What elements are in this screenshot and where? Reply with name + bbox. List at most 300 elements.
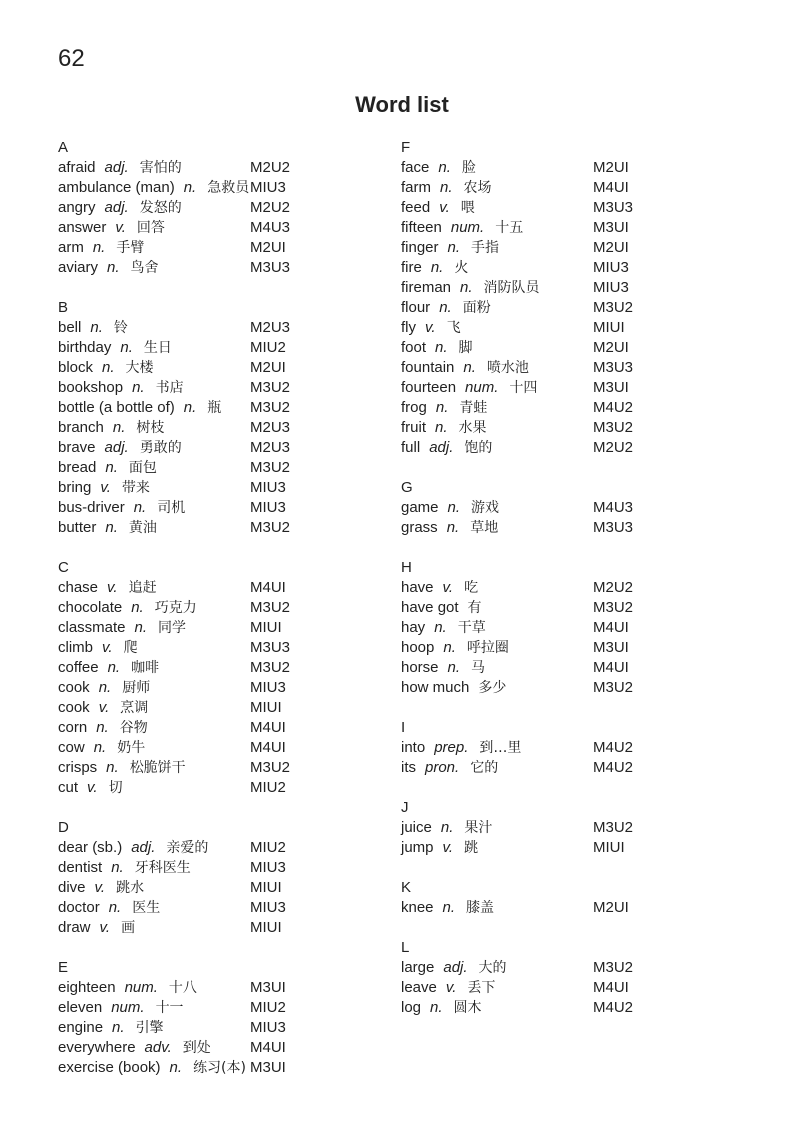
word-entry — [401, 618, 701, 638]
entry-part-of-speech: v. — [115, 219, 126, 236]
entry-meaning: 铃 — [113, 320, 128, 336]
letter-section — [401, 878, 701, 918]
entry-part-of-speech: n. — [430, 259, 444, 276]
entry-part-of-speech: prep. — [434, 739, 469, 756]
letter-section — [401, 938, 701, 1018]
entry-word: afraid — [58, 159, 96, 176]
entry-unit: M3U2 — [250, 599, 291, 616]
entry-word: aviary — [58, 259, 99, 276]
entry-word: exercise (book) — [58, 1059, 161, 1076]
entry-word: brave — [58, 439, 96, 456]
entry-unit: M3U2 — [250, 759, 291, 776]
entry-part-of-speech: v. — [425, 319, 436, 336]
entry-unit: MIUI — [250, 919, 282, 936]
entry-unit: M3U2 — [593, 819, 634, 836]
entry-meaning: 它的 — [470, 760, 499, 776]
word-entry — [401, 978, 701, 998]
entry-meaning: 消防队员 — [483, 280, 540, 296]
entry-word: fountain — [401, 359, 455, 376]
entry-word: feed — [401, 199, 431, 216]
entry-part-of-speech: n. — [112, 1019, 125, 1036]
word-entry — [58, 698, 358, 718]
entry-part-of-speech: num. — [450, 219, 485, 236]
entry-meaning: 喷水池 — [486, 360, 529, 376]
word-list-column-left — [58, 138, 358, 1098]
entry-word: fruit — [401, 419, 427, 436]
entry-unit: M2U3 — [250, 319, 291, 336]
word-entry — [58, 978, 358, 998]
word-entry — [401, 398, 701, 418]
entry-word: coffee — [58, 659, 99, 676]
entry-unit: M4U2 — [593, 759, 634, 776]
entry-meaning: 面粉 — [462, 300, 491, 316]
word-entry — [58, 418, 358, 438]
entry-unit: M4U3 — [593, 499, 634, 516]
entry-unit: M2U3 — [250, 439, 291, 456]
entry-part-of-speech: v. — [100, 479, 111, 496]
letter-section — [401, 798, 701, 858]
entry-meaning: 松脆饼干 — [129, 760, 186, 776]
word-entry — [401, 438, 701, 458]
entry-unit: MIU3 — [250, 899, 286, 916]
entry-meaning: 饱的 — [464, 440, 493, 456]
entry-word: doctor — [58, 899, 100, 916]
entry-meaning: 跳 — [464, 840, 479, 856]
entry-meaning: 多少 — [478, 680, 507, 696]
word-entry — [401, 218, 701, 238]
entry-part-of-speech: v. — [98, 699, 110, 716]
entry-meaning: 有 — [467, 600, 482, 616]
entry-unit: M3U2 — [250, 399, 291, 416]
entry-meaning: 巧克力 — [154, 600, 197, 616]
entry-part-of-speech: adj. — [443, 959, 468, 976]
entry-word: cow — [58, 739, 85, 756]
entry-unit: M3U2 — [593, 599, 634, 616]
entry-meaning: 呼拉圈 — [466, 640, 509, 656]
entry-meaning: 十五 — [495, 220, 524, 236]
word-entry — [401, 818, 701, 838]
page-title: Word list — [355, 92, 449, 117]
entry-meaning: 手臂 — [116, 240, 145, 256]
section-letter: L — [401, 939, 410, 956]
entry-unit: MIU2 — [250, 339, 286, 356]
entry-meaning: 谷物 — [119, 720, 148, 736]
word-entry — [58, 618, 358, 638]
word-entry — [58, 738, 358, 758]
page-number: 62 — [58, 45, 85, 72]
entry-unit: M3U2 — [250, 519, 291, 536]
letter-section — [401, 138, 701, 458]
entry-meaning: 十八 — [168, 980, 197, 996]
entry-meaning: 亲爱的 — [166, 840, 209, 856]
entry-word: chocolate — [58, 599, 123, 616]
entry-meaning: 手指 — [471, 240, 500, 256]
word-entry — [58, 1038, 358, 1058]
entry-unit: M3U2 — [250, 379, 291, 396]
word-entry — [58, 838, 358, 858]
entry-unit: MIU3 — [250, 1019, 286, 1036]
letter-section — [58, 818, 358, 938]
word-entry — [401, 758, 701, 778]
entry-meaning: 牙科医生 — [134, 860, 191, 876]
entry-part-of-speech: n. — [435, 419, 448, 436]
word-entry — [58, 778, 358, 798]
entry-word: arm — [58, 239, 84, 256]
entry-meaning: 勇敢的 — [139, 440, 182, 456]
entry-word: crisps — [58, 759, 98, 776]
entry-part-of-speech: n. — [107, 259, 120, 276]
entry-meaning: 生日 — [143, 340, 172, 356]
entry-word: ambulance (man) — [58, 179, 175, 196]
entry-unit: M2UI — [593, 339, 629, 356]
entry-unit: M4U3 — [250, 219, 291, 236]
entry-word: log — [401, 999, 422, 1016]
entry-word: eleven — [58, 999, 103, 1016]
entry-part-of-speech: n. — [434, 619, 447, 636]
entry-unit: M2U3 — [250, 419, 291, 436]
entry-meaning: 跳水 — [116, 880, 145, 896]
entry-unit: MIU3 — [250, 859, 286, 876]
entry-word: bread — [58, 459, 97, 476]
entry-meaning: 火 — [454, 260, 469, 276]
entry-part-of-speech: v. — [107, 579, 118, 596]
word-list-column-right — [401, 138, 701, 1038]
word-entry — [401, 418, 701, 438]
word-entry — [401, 598, 701, 618]
entry-meaning: 草地 — [470, 520, 499, 536]
word-entry — [58, 338, 358, 358]
entry-part-of-speech: n. — [430, 999, 443, 1016]
entry-unit: MIUI — [250, 619, 282, 636]
section-letter: C — [58, 559, 69, 576]
letter-section — [58, 298, 358, 538]
entry-unit: M3U3 — [593, 519, 634, 536]
word-entry — [58, 678, 358, 698]
entry-meaning: 急救员 — [207, 180, 250, 196]
entry-unit: MIU3 — [250, 179, 286, 196]
section-letter: G — [401, 479, 413, 496]
entry-unit: MIU2 — [250, 779, 286, 796]
entry-meaning: 医生 — [132, 900, 161, 916]
entry-word: flour — [401, 299, 431, 316]
entry-unit: M4UI — [593, 619, 629, 636]
entry-part-of-speech: n. — [96, 719, 109, 736]
entry-meaning: 十四 — [509, 380, 538, 396]
entry-unit: MIU3 — [250, 679, 286, 696]
section-letter: H — [401, 559, 412, 576]
word-entry — [58, 458, 358, 478]
entry-word: horse — [401, 659, 439, 676]
entry-meaning: 膝盖 — [466, 900, 495, 916]
entry-unit: M2U2 — [250, 159, 291, 176]
entry-meaning: 果汁 — [464, 820, 493, 836]
word-entry — [58, 478, 358, 498]
word-entry — [401, 198, 701, 218]
entry-meaning: 喂 — [460, 200, 475, 216]
entry-word: cook — [58, 679, 90, 696]
entry-part-of-speech: n. — [447, 239, 461, 256]
entry-word: fly — [401, 319, 416, 336]
entry-part-of-speech: n. — [120, 339, 133, 356]
entry-part-of-speech: n. — [98, 679, 112, 696]
entry-word: have — [401, 579, 434, 596]
entry-word: draw — [58, 919, 91, 936]
entry-word: bottle (a bottle of) — [58, 399, 175, 416]
entry-word: hoop — [401, 639, 435, 656]
word-entry — [58, 318, 358, 338]
entry-part-of-speech: num. — [465, 379, 499, 396]
entry-meaning: 发怒的 — [139, 200, 182, 216]
entry-unit: MIUI — [593, 319, 625, 336]
word-entry — [58, 518, 358, 538]
section-letter: A — [58, 139, 69, 156]
entry-meaning: 飞 — [446, 320, 461, 336]
entry-unit: MIU3 — [250, 499, 286, 516]
entry-part-of-speech: v. — [87, 779, 98, 796]
entry-unit: M2U2 — [593, 579, 634, 596]
word-entry — [58, 758, 358, 778]
entry-part-of-speech: n. — [169, 1059, 183, 1076]
entry-meaning: 害怕的 — [139, 160, 182, 176]
entry-unit: M3U2 — [593, 959, 634, 976]
word-entry — [58, 358, 358, 378]
entry-word: finger — [401, 239, 439, 256]
entry-word: cook — [58, 699, 90, 716]
entry-part-of-speech: v. — [442, 579, 454, 596]
entry-part-of-speech: n. — [183, 399, 197, 416]
entry-part-of-speech: n. — [131, 599, 144, 616]
entry-meaning: 农场 — [463, 180, 492, 196]
entry-meaning: 带来 — [121, 480, 150, 496]
entry-part-of-speech: n. — [442, 899, 456, 916]
entry-part-of-speech: n. — [447, 499, 461, 516]
entry-word: game — [401, 499, 439, 516]
entry-word: face — [401, 159, 430, 176]
entry-part-of-speech: n. — [440, 819, 454, 836]
entry-word: answer — [58, 219, 107, 236]
entry-part-of-speech: n. — [446, 519, 460, 536]
entry-unit: MIU3 — [593, 259, 629, 276]
entry-part-of-speech: n. — [134, 619, 148, 636]
section-letter: E — [58, 959, 69, 976]
entry-meaning: 同学 — [158, 620, 187, 636]
entry-part-of-speech: n. — [112, 419, 126, 436]
section-letter: F — [401, 139, 411, 156]
entry-meaning: 咖啡 — [131, 660, 160, 676]
letter-section — [401, 718, 701, 778]
entry-meaning: 到处 — [182, 1040, 211, 1056]
entry-meaning: 面包 — [128, 460, 157, 476]
word-entry — [401, 638, 701, 658]
entry-meaning: 丢下 — [467, 980, 496, 996]
entry-unit: M2UI — [250, 239, 286, 256]
entry-unit: M3UI — [593, 219, 629, 236]
word-entry — [401, 658, 701, 678]
word-entry — [58, 498, 358, 518]
entry-word: hay — [401, 619, 426, 636]
entry-word: engine — [58, 1019, 104, 1036]
entry-meaning: 引擎 — [135, 1020, 164, 1036]
entry-meaning: 鸟舍 — [130, 260, 159, 276]
entry-part-of-speech: v. — [442, 839, 454, 856]
entry-word: have got — [401, 599, 459, 616]
entry-part-of-speech: n. — [102, 359, 115, 376]
entry-part-of-speech: n. — [90, 319, 103, 336]
entry-unit: M3U2 — [250, 459, 291, 476]
letter-section — [401, 478, 701, 538]
word-entry — [401, 158, 701, 178]
entry-unit: M4UI — [250, 719, 286, 736]
entry-meaning: 奶牛 — [117, 740, 146, 756]
word-entry — [401, 958, 701, 978]
word-entry — [401, 998, 701, 1018]
entry-part-of-speech: adj. — [104, 199, 129, 216]
entry-part-of-speech: v. — [102, 639, 113, 656]
word-entry — [401, 378, 701, 398]
entry-word: climb — [58, 639, 94, 656]
entry-word: grass — [401, 519, 438, 536]
entry-part-of-speech: n. — [440, 179, 453, 196]
word-entry — [58, 198, 358, 218]
entry-word: fourteen — [401, 379, 457, 396]
section-letter: K — [401, 879, 412, 896]
entry-part-of-speech: n. — [463, 359, 476, 376]
word-entry — [401, 518, 701, 538]
entry-word: dentist — [58, 859, 103, 876]
entry-unit: M3U3 — [250, 639, 291, 656]
word-entry — [58, 238, 358, 258]
entry-word: dive — [58, 879, 86, 896]
letter-section — [58, 958, 358, 1078]
entry-word: bell — [58, 319, 82, 336]
entry-word: bring — [58, 479, 92, 496]
entry-meaning: 水果 — [458, 420, 487, 436]
word-entry — [58, 378, 358, 398]
entry-part-of-speech: n. — [435, 399, 449, 416]
word-entry — [58, 658, 358, 678]
entry-meaning: 游戏 — [471, 500, 500, 516]
word-entry — [58, 1058, 358, 1078]
entry-unit: MIUI — [250, 879, 282, 896]
entry-part-of-speech: n. — [92, 239, 106, 256]
entry-unit: MIU3 — [593, 279, 629, 296]
entry-meaning: 干草 — [457, 620, 486, 636]
entry-word: everywhere — [58, 1039, 136, 1056]
entry-meaning: 瓶 — [207, 400, 222, 416]
entry-part-of-speech: adj. — [104, 159, 129, 176]
entry-part-of-speech: v. — [94, 879, 106, 896]
word-entry — [401, 358, 701, 378]
entry-part-of-speech: adv. — [144, 1039, 172, 1056]
entry-unit: MIU2 — [250, 999, 286, 1016]
entry-part-of-speech: n. — [435, 339, 448, 356]
word-entry — [58, 718, 358, 738]
entry-meaning: 书店 — [155, 380, 184, 396]
word-entry — [401, 238, 701, 258]
entry-word: chase — [58, 579, 99, 596]
entry-word: jump — [401, 839, 434, 856]
entry-meaning: 烹调 — [120, 700, 149, 716]
entry-part-of-speech: n. — [183, 179, 197, 196]
word-entry — [401, 278, 701, 298]
entry-word: cut — [58, 779, 79, 796]
entry-meaning: 圆木 — [453, 1000, 482, 1016]
word-entry — [401, 318, 701, 338]
entry-unit: MIU2 — [250, 839, 286, 856]
word-entry — [401, 738, 701, 758]
entry-meaning: 树枝 — [136, 420, 165, 436]
entry-word: eighteen — [58, 979, 116, 996]
entry-word: fireman — [401, 279, 452, 296]
word-entry — [58, 158, 358, 178]
entry-part-of-speech: v. — [439, 199, 450, 216]
entry-meaning: 大楼 — [125, 360, 154, 376]
entry-part-of-speech: n. — [106, 759, 119, 776]
entry-part-of-speech: adj. — [104, 439, 129, 456]
word-entry — [58, 858, 358, 878]
word-entry — [58, 218, 358, 238]
entry-meaning: 黄油 — [128, 520, 157, 536]
entry-unit: M4U2 — [593, 739, 634, 756]
section-letter: D — [58, 819, 69, 836]
entry-meaning: 司机 — [157, 500, 186, 516]
entry-word: farm — [401, 179, 431, 196]
entry-unit: M3UI — [250, 1059, 286, 1076]
entry-word: fire — [401, 259, 422, 276]
entry-meaning: 大的 — [478, 960, 507, 976]
entry-unit: M2UI — [593, 899, 629, 916]
word-entry — [58, 918, 358, 938]
entry-word: birthday — [58, 339, 112, 356]
entry-meaning: 吃 — [464, 580, 479, 596]
entry-part-of-speech: adj. — [429, 439, 454, 456]
word-entry — [401, 498, 701, 518]
entry-word: butter — [58, 519, 97, 536]
word-entry — [58, 598, 358, 618]
word-entry — [58, 398, 358, 418]
word-entry — [58, 578, 358, 598]
entry-meaning: 回答 — [136, 220, 165, 236]
entry-word: frog — [401, 399, 427, 416]
entry-word: leave — [401, 979, 437, 996]
entry-unit: M2U2 — [593, 439, 634, 456]
word-entry — [401, 258, 701, 278]
entry-word: fifteen — [401, 219, 442, 236]
word-entry — [58, 438, 358, 458]
word-entry — [58, 998, 358, 1018]
entry-unit: M2UI — [250, 359, 286, 376]
entry-word: corn — [58, 719, 88, 736]
section-letter: I — [401, 719, 406, 736]
entry-word: block — [58, 359, 94, 376]
entry-part-of-speech: num. — [111, 999, 145, 1016]
letter-section — [58, 558, 358, 798]
entry-part-of-speech: n. — [105, 459, 118, 476]
entry-word: dear (sb.) — [58, 839, 123, 856]
entry-meaning: 到…里 — [479, 740, 522, 756]
letter-section — [58, 138, 358, 278]
entry-unit: M4U2 — [593, 399, 634, 416]
entry-meaning: 青蛙 — [459, 400, 488, 416]
entry-unit: M4UI — [250, 579, 286, 596]
entry-word: angry — [58, 199, 96, 216]
entry-unit: MIUI — [593, 839, 625, 856]
entry-meaning: 切 — [108, 780, 123, 796]
entry-unit: M3UI — [593, 379, 629, 396]
entry-word: its — [401, 759, 416, 776]
entry-word: full — [401, 439, 421, 456]
entry-unit: MIU3 — [250, 479, 286, 496]
